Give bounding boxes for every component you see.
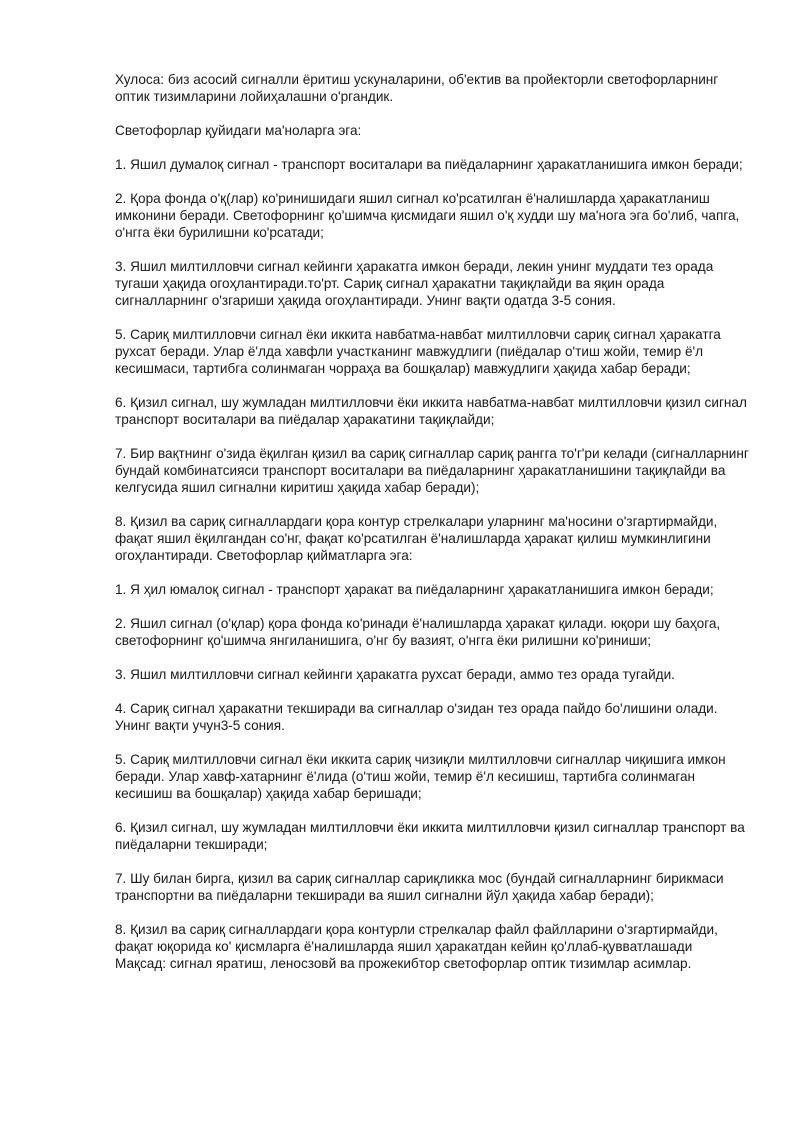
second-list-item-1: 1. Я ҳил юмалоқ сигнал - транспорт ҳаракат ва пиёдаларнинг ҳаракатланишига имкон беради; [115, 582, 714, 597]
document-body [115, 71, 755, 972]
second-list-item-2: 2. Яшил сигнал (о'қлар) қора фонда ко'ринади ё'налишларда ҳаракат қилади. юқори шу баҳога, светофорнинг қо'шимча янгиланишига, о'нг бу вазият, о'нгга ёки рилишни ко'риниши; [115, 616, 721, 648]
list-item-6: 6. Қизил сигнал, шу жумладан милтилловчи ёки иккита навбатма-навбат милтилловчи қизил сигнал транспорт воситалари ва пиёдалар ҳаракатини тақиқлайди; [115, 395, 747, 427]
second-list-item-4: 4. Сариқ сигнал ҳаракатни текширади ва сигналлар о'зидан тез орада пайдо бо'лишини олади. Унинг вақти учун3-5 сония. [115, 701, 718, 733]
meanings-intro-paragraph: Светофорлар қуйидаги ма'ноларга эга: [115, 123, 362, 138]
list-item-5: 5. Сариқ милтилловчи сигнал ёки иккита навбатма-навбат милтилловчи сариқ сигнал ҳаракатга рухсат беради. Улар ё'лда хавфли участканинг мавжудлиги (пиёдалар о'тиш жойи, темир ё'л кесишмаси, тартибга солинмаган чорраҳа ва бошқалар) мавжудлиги ҳақида хабар беради; [115, 327, 721, 376]
second-list-item-5: 5. Сариқ милтилловчи сигнал ёки иккита сариқ чизиқли милтилловчи сигналлар чиқишига имкон беради. Улар хавф-хатарнинг ё'лида (о'тиш жойи, темир ё'л кесишиш, тартибга солинмаган кесишиш ва бошқалар) ҳақида хабар беришади; [115, 752, 726, 801]
second-list-item-6: 6. Қизил сигнал, шу жумладан милтилловчи ёки иккита милтилловчи қизил сигналлар транспорт ва пиёдаларни текширади; [115, 820, 745, 852]
list-item-1: 1. Яшил думалоқ сигнал - транспорт воситалари ва пиёдаларнинг ҳаракатланишига имкон беради; [115, 157, 743, 172]
second-list-item-3: 3. Яшил милтилловчи сигнал кейинги ҳаракатга рухсат беради, аммо тез орада тугайди. [115, 667, 675, 682]
list-item-8: 8. Қизил ва сариқ сигналлардаги қора контур стрелкалари уларнинг ма'носини о'згартирмайди, фақат яшил ёқилгандан со'нг, фақат ко'рсатилган ё'налишларда ҳаракат қилиш мумкинлигини огоҳлантиради. Светофорлар қийматларга эга: [115, 514, 718, 563]
second-list-item-8: 8. Қизил ва сариқ сигналлардаги қора контурли стрелкалар файл файлларини о'згартирмайди, фақат юқорида ко' қисмларга ё'налишларда яшил ҳаракатдан кейин қо'ллаб-қувватлашади Мақсад: сигнал яратиш, леносзовй ва прожекибтор светофорлар оптик тизимлар асимлар. [115, 922, 718, 971]
conclusion-paragraph: Хулоса: биз асосий сигналли ёритиш ускуналарини, об'ектив ва пройекторли светофорларнинг оптик тизимларини лойиҳалашни о'ргандик. [115, 72, 719, 104]
list-item-3: 3. Яшил милтилловчи сигнал кейинги ҳаракатга имкон беради, лекин унинг муддати тез орада тугаши ҳақида огоҳлантиради.то'рт. Сариқ сигнал ҳаракатни тақиқлайди ва яқин орада сигналларнинг о'згариши ҳақида огоҳлантиради. Унинг вақти одатда 3-5 сония. [115, 259, 714, 308]
list-item-7: 7. Бир вақтнинг о'зида ёқилган қизил ва сариқ сигналлар сариқ рангга то'г'ри келади (сигналларнинг бундай комбинатсияси транспорт воситалари ва пиёдаларнинг ҳаракатланишини тақиқлайди ва келгусида яшил сигнални киритиш ҳақида хабар беради); [115, 446, 749, 495]
list-item-2: 2. Қора фонда о'қ(лар) ко'ринишидаги яшил сигнал ко'рсатилган ё'налишларда ҳаракатланиш имконини беради. Светофорнинг қо'шимча қисмидаги яшил о'қ худди шу ма'нога эга бо'либ, чапга, о'нгга ёки бурилишни ко'рсатади; [115, 191, 740, 240]
second-list-item-7: 7. Шу билан бирга, қизил ва сариқ сигналлар сариқликка мос (бундай сигналларнинг бирикмаси транспортни ва пиёдаларни текширади ва яшил сигнални йўл ҳақида хабар беради); [115, 871, 724, 903]
